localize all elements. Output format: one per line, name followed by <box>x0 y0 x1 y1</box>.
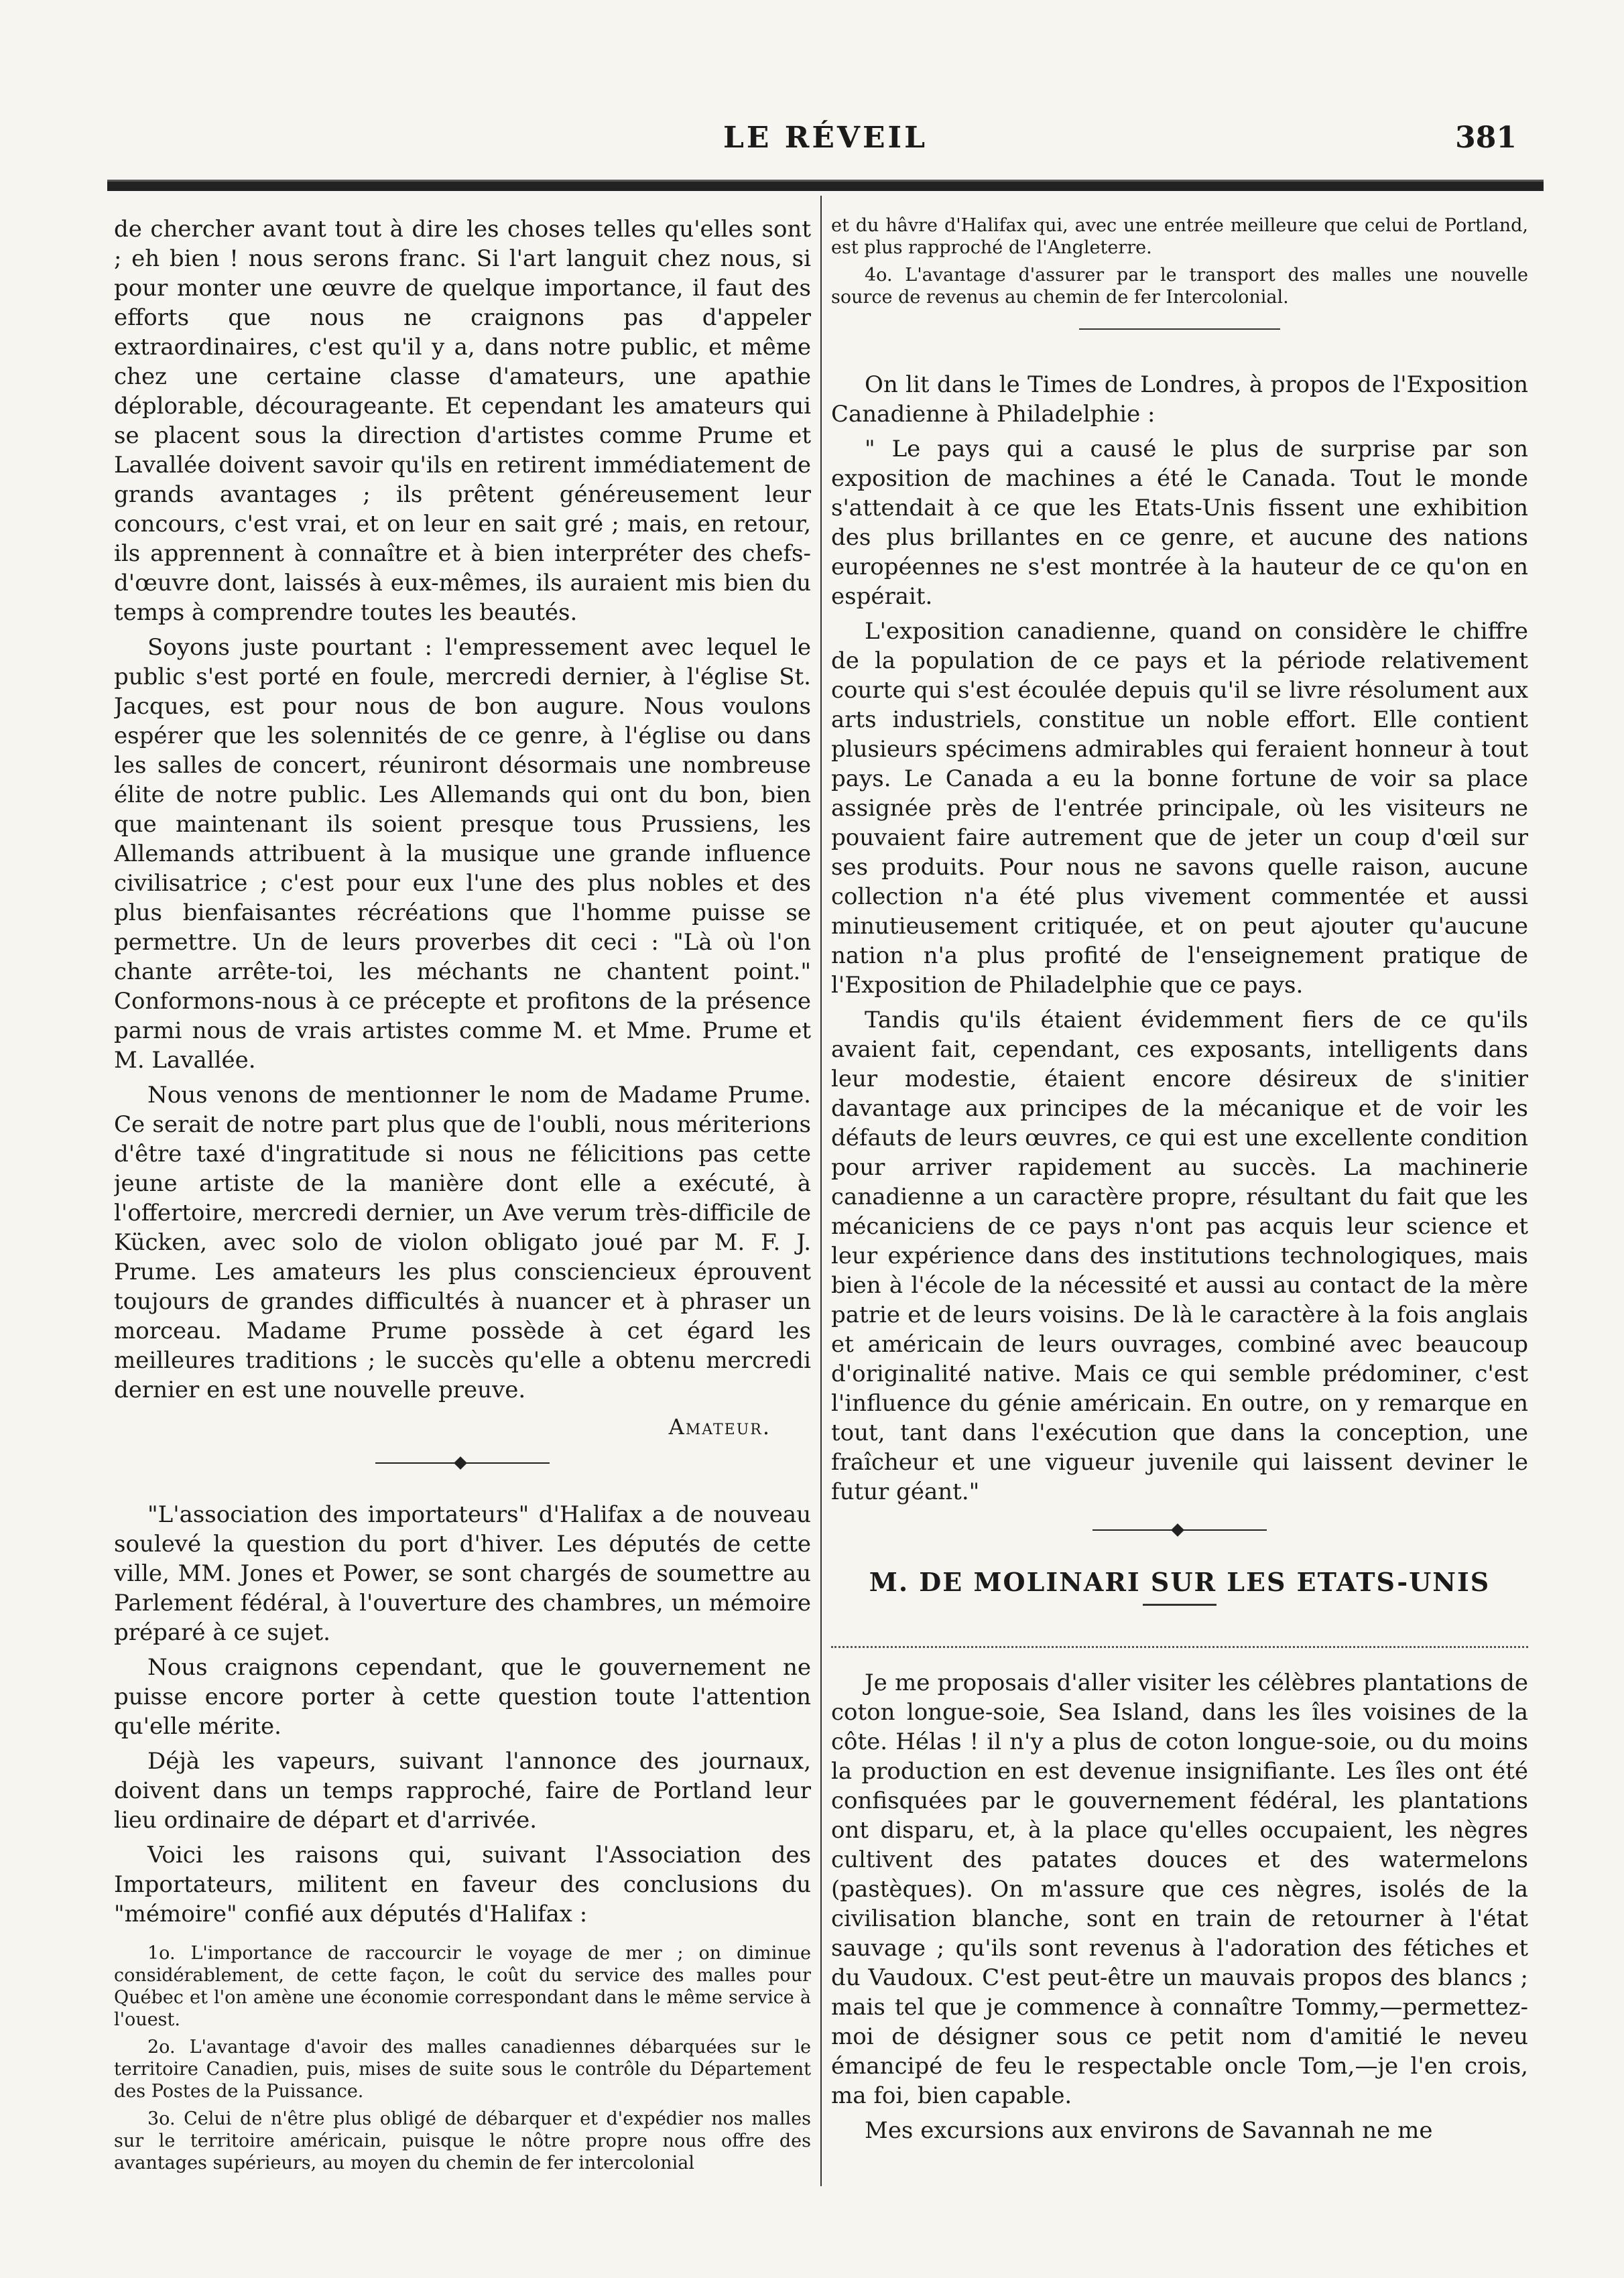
section-ornament <box>375 1460 550 1466</box>
paragraph: Mes excursions aux environs de Savannah ne me <box>865 2117 1433 2144</box>
column-divider <box>820 196 822 2186</box>
paragraph: " Le pays qui a causé le plus de surprise par son exposition de machines a été le Canada. Tout le monde s'attendait à ce que les Etats-Unis fissent une exhibition des plus brillantes en ce genre, et aucune des nations européennes ne s'est montrée à la hauteur de ce qu'on en espérait. <box>831 436 1528 610</box>
article-title: M. DE MOLINARI SUR LES ETATS-UNIS <box>869 1567 1491 1597</box>
newspaper-title: LE RÉVEIL <box>723 121 928 155</box>
paragraph: Tandis qu'ils étaient évidemment fiers de ce qu'ils avaient fait, cependant, ces exposants, intelligents dans leur modestie, étaient encore désireux de s'initier davantage aux principes de la mécanique et de voir les défauts de leurs œuvres, ce qui est une excellente condition pour arriver rapidement au succès. La machinerie canadienne a un caractère propre, résultant du fait que les mécaniciens de ce pays n'ont pas acquis leur science et leur expérience dans des institutions technologiques, mais bien à l'école de la nécessité et aussi au contact de la mère patrie et de leurs voisins. De là le caractère à la fois anglais et américain de leurs ouvrages, combiné avec beaucoup d'originalité native. Mais ce qui semble prédominer, c'est l'influence du génie américain. En outre, on y remarque en tout, tant dans l'exécution que dans la conception, une fraîcheur et une vigueur juvenile qui laissent deviner le futur géant." <box>831 1007 1528 1505</box>
header-rule <box>107 180 1544 191</box>
paragraph: L'exposition canadienne, quand on considère le chiffre de la population de ce pays et la période relativement courte qui s'est écoulée depuis qu'il se livre résolument aux arts industriels, constitue un noble effort. Elle contient plusieurs spécimens admirables qui feraient honneur à tout pays. Le Canada a eu la bonne fortune de voir sa place assignée près de l'entrée principale, où les visiteurs ne pouvaient faire autrement que de jeter un coup d'œil sur ses produits. Pour nous ne savons quelle raison, aucune collection n'a été plus vivement commentée et aussi minutieusement critiquée, et on peut ajouter qu'aucune nation n'a plus profité de l'enseignement pratique de l'Exposition de Philadelphie que ce pays. <box>831 618 1528 999</box>
dotted-separator <box>831 1646 1528 1648</box>
paragraph: Nous venons de mentionner le nom de Madame Prume. Ce serait de notre part plus que de l'oubli, nous mériterions d'être taxé d'ingratitude si nous ne félicitions pas cette jeune artiste de la manière dont elle a exécuté, à l'offertoire, mercredi dernier, un Ave verum très-difficile de Kücken, avec solo de violon obligato joué par M. F. J. Prume. Les amateurs les plus consciencieux éprouvent toujours de grandes difficultés à nuancer et à phraser un morceau. Madame Prume possède à cet égard les meilleures traditions ; le succès qu'elle a obtenu mercredi dernier en est une nouvelle preuve. <box>114 1082 811 1403</box>
author-signature: Amateur. <box>668 1414 771 1440</box>
page-header <box>107 114 1544 168</box>
left-column <box>114 214 811 2225</box>
paragraph: Nous craignons cependant, que le gouvernement ne puisse encore porter à cette question toute l'attention qu'elle mérite. <box>114 1654 811 1740</box>
right-column <box>831 214 1528 2225</box>
paragraph: Je me proposais d'aller visiter les célèbres plantations de coton longue-soie, Sea Island, dans les îles voisines de la côte. Hélas ! il n'y a plus de coton longue-soie, ou du moins la production en est devenue insignifiante. Les îles ont été confisquées par le gouvernement fédéral, les plantations ont disparu, et, à la place qu'elles occupaient, les nègres cultivent des patates douces et des watermelons (pastèques). On m'assure que ces nègres, isolés de la civilisation blanche, sont en train de retourner à l'état sauvage ; qu'ils sont revenus à l'adoration des fétiches et du Vaudoux. C'est peut-être un mauvais propos des blancs ; mais tel que je commence à connaître Tommy,—permettez-moi de désigner sous ce petit nom d'amitié le neveu émancipé de feu le respectable oncle Tom,—je l'en crois, ma foi, bien capable. <box>831 1669 1528 2109</box>
paragraph: Déjà les vapeurs, suivant l'annonce des journaux, doivent dans un temps rapproché, faire de Portland leur lieu ordinaire de départ et d'arrivée. <box>114 1748 811 1834</box>
section-divider <box>1079 328 1280 330</box>
title-underline <box>1143 1604 1216 1606</box>
list-item: 4o. L'avantage d'assurer par le transport des malles une nouvelle source de revenus au chemin de fer Intercolonial. <box>831 265 1528 308</box>
paragraph: de chercher avant tout à dire les choses telles qu'elles sont ; eh bien ! nous serons franc. Si l'art languit chez nous, si pour monter une œuvre de quelque importance, il faut des efforts que nous ne craignons pas d'appeler extraordinaires, c'est qu'il y a, dans notre public, et même chez une certaine classe d'amateurs, une apathie déplorable, décourageante. Et cependant les amateurs qui se placent sous la direction d'artistes comme Prume et Lavallée doivent savoir qu'ils en retirent immédiatement de grands avantages ; ils prêtent généreusement leur concours, c'est vrai, et on leur en sait gré ; mais, en retour, ils apprennent à connaître et à bien interpréter des chefs-d'œuvre dont, laissés à eux-mêmes, ils auraient mis bien du temps à comprendre toutes les beautés. <box>114 216 811 626</box>
list-item: 1o. L'importance de raccourcir le voyage de mer ; on diminue considérablement, de cette façon, le coût du service des malles pour Québec et l'on amène une économie correspondant dans le même service à l'ouest. <box>114 1943 811 2030</box>
page-number: 381 <box>1455 121 1517 155</box>
paragraph: On lit dans le Times de Londres, à propos de l'Exposition Canadienne à Philadelphie : <box>831 371 1528 428</box>
paragraph: Soyons juste pourtant : l'empressement avec lequel le public s'est porté en foule, mercredi dernier, à l'église St. Jacques, est pour nous de bon augure. Nous voulons espérer que les solennités de ce genre, à l'église ou dans les salles de concert, réuniront désormais une nombreuse élite de notre public. Les Allemands qui ont du bon, bien que maintenant ils soient presque tous Prussiens, les Allemands attribuent à la musique une grande influence civilisatrice ; c'est pour eux l'une des plus nobles et des plus bienfaisantes récréations que l'homme puisse se permettre. Un de leurs proverbes dit ceci : "Là où l'on chante arrête-toi, les méchants ne chantent point." Conformons-nous à ce précepte et profitons de la présence parmi nous de vrais artistes comme M. et Mme. Prume et M. Lavallée. <box>114 634 811 1074</box>
list-item: et du hâvre d'Halifax qui, avec une entrée meilleure que celui de Portland, est plus rapproché de l'Angleterre. <box>831 215 1528 258</box>
paragraph: "L'association des importateurs" d'Halifax a de nouveau soulevé la question du port d'hiver. Les députés de cette ville, MM. Jones et Power, se sont chargés de soumettre au Parlement fédéral, à l'ouverture des chambres, un mémoire préparé à ce sujet. <box>114 1501 811 1646</box>
section-ornament <box>1092 1527 1267 1533</box>
list-item: 2o. L'avantage d'avoir des malles canadiennes débarquées sur le territoire Canadien, puis, mises de suite sous le contrôle du Département des Postes de la Puissance. <box>114 2037 811 2102</box>
paragraph: Voici les raisons qui, suivant l'Association des Importateurs, militent en faveur des conclusions du "mémoire" confié aux députés d'Halifax : <box>114 1842 811 1927</box>
list-item: 3o. Celui de n'être plus obligé de débarquer et d'expédier nos malles sur le territoire américain, puisque le nôtre propre nous offre des avantages supérieurs, au moyen du chemin de fer intercolonial <box>114 2108 811 2173</box>
